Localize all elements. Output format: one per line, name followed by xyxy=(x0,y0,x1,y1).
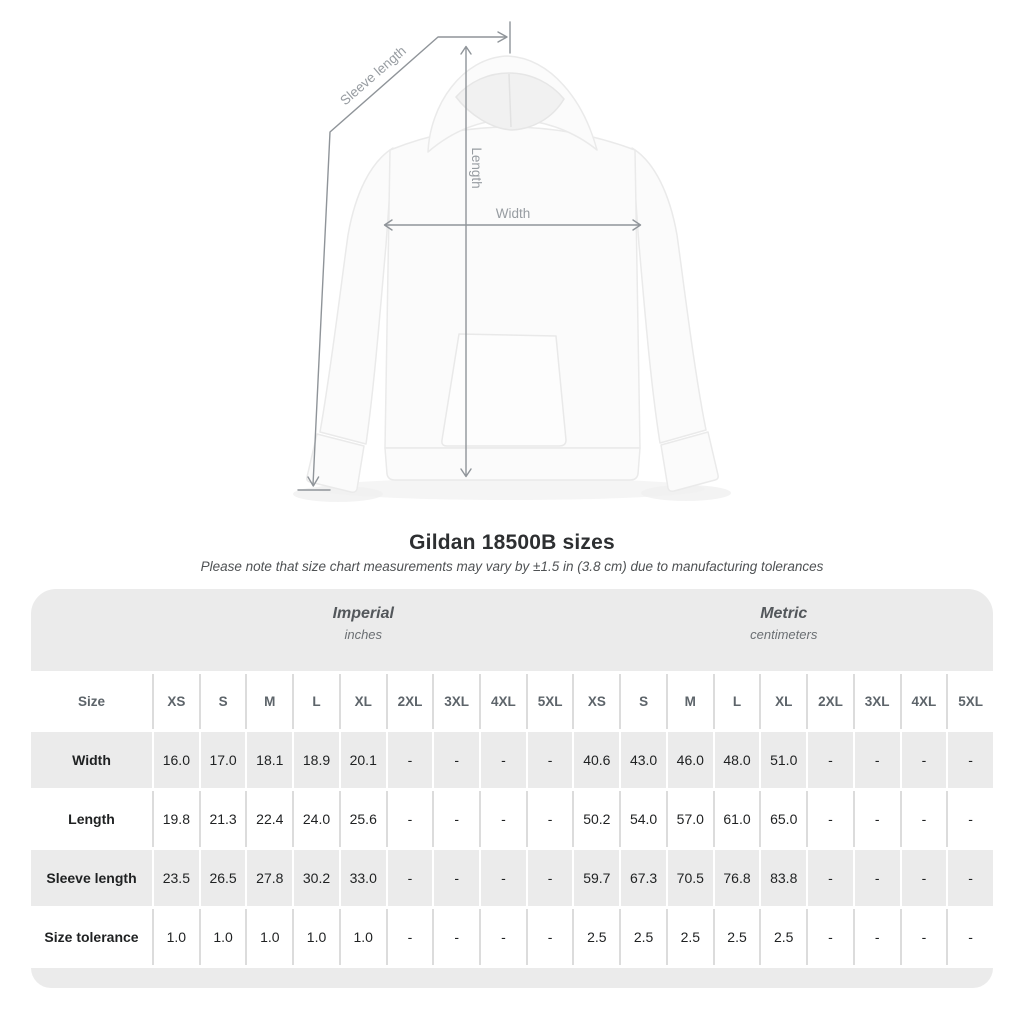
hoodie-pocket xyxy=(442,334,566,446)
size-column-header: 4XL xyxy=(902,674,947,729)
value-cell: - xyxy=(388,791,433,847)
size-column-header: 3XL xyxy=(434,674,479,729)
value-cell: 16.0 xyxy=(154,732,199,788)
value-cell: - xyxy=(948,732,993,788)
metric-unit-header xyxy=(575,589,994,671)
value-cell: 59.7 xyxy=(574,850,619,906)
value-cell: 2.5 xyxy=(715,909,760,965)
value-cell: 1.0 xyxy=(341,909,386,965)
value-cell: 27.8 xyxy=(247,850,292,906)
value-cell: 2.5 xyxy=(668,909,713,965)
value-cell: 61.0 xyxy=(715,791,760,847)
value-cell: - xyxy=(434,791,479,847)
value-cell: 83.8 xyxy=(761,850,806,906)
value-cell: 76.8 xyxy=(715,850,760,906)
value-cell: 18.9 xyxy=(294,732,339,788)
size-column-header: S xyxy=(201,674,246,729)
value-cell: - xyxy=(855,732,900,788)
metric-unit-label: centimeters xyxy=(750,627,818,642)
size-column-header: 2XL xyxy=(808,674,853,729)
value-cell: 24.0 xyxy=(294,791,339,847)
value-cell: 20.1 xyxy=(341,732,386,788)
value-cell: - xyxy=(902,732,947,788)
value-cell: 40.6 xyxy=(574,732,619,788)
value-cell: 70.5 xyxy=(668,850,713,906)
value-cell: - xyxy=(902,791,947,847)
value-cell: 23.5 xyxy=(154,850,199,906)
value-cell: 22.4 xyxy=(247,791,292,847)
table-bottom-band xyxy=(31,968,993,988)
row-label-width: Width xyxy=(31,732,152,788)
row-label-length: Length xyxy=(31,791,152,847)
value-cell: - xyxy=(808,791,853,847)
value-cell: - xyxy=(481,791,526,847)
metric-label: Metric xyxy=(760,605,808,622)
value-cell: 46.0 xyxy=(668,732,713,788)
row-label-sleeve-length: Sleeve length xyxy=(31,850,152,906)
value-cell: 21.3 xyxy=(201,791,246,847)
size-row-label: Size xyxy=(31,674,152,729)
size-column-header: 3XL xyxy=(855,674,900,729)
value-cell: - xyxy=(855,909,900,965)
value-cell: 2.5 xyxy=(761,909,806,965)
value-cell: - xyxy=(528,791,573,847)
value-cell: 50.2 xyxy=(574,791,619,847)
value-cell: 26.5 xyxy=(201,850,246,906)
value-cell: - xyxy=(948,791,993,847)
size-column-header: M xyxy=(247,674,292,729)
value-cell: 48.0 xyxy=(715,732,760,788)
value-cell: - xyxy=(434,909,479,965)
size-column-header: XS xyxy=(154,674,199,729)
size-header-row xyxy=(31,674,993,729)
value-cell: - xyxy=(528,909,573,965)
value-cell: - xyxy=(808,732,853,788)
value-cell: - xyxy=(808,850,853,906)
unit-header-band xyxy=(31,589,993,671)
value-cell: 17.0 xyxy=(201,732,246,788)
value-cell: - xyxy=(855,850,900,906)
size-column-header: L xyxy=(715,674,760,729)
table-row-length xyxy=(31,791,993,847)
size-column-header: S xyxy=(621,674,666,729)
value-cell: 2.5 xyxy=(621,909,666,965)
hoodie-left-sleeve xyxy=(320,148,393,444)
value-cell: 1.0 xyxy=(294,909,339,965)
page-title: Gildan 18500B sizes xyxy=(409,531,615,554)
value-cell: - xyxy=(948,909,993,965)
value-cell: - xyxy=(902,909,947,965)
size-column-header: M xyxy=(668,674,713,729)
heading xyxy=(0,531,1024,574)
row-label-size-tolerance: Size tolerance xyxy=(31,909,152,965)
width-label: Width xyxy=(495,206,531,221)
size-column-header: XL xyxy=(761,674,806,729)
value-cell: 18.1 xyxy=(247,732,292,788)
imperial-unit-label: inches xyxy=(344,627,383,642)
value-cell: 1.0 xyxy=(154,909,199,965)
value-cell: 65.0 xyxy=(761,791,806,847)
value-cell: - xyxy=(855,791,900,847)
value-cell: 43.0 xyxy=(621,732,666,788)
page-subtitle: Please note that size chart measurements may vary by ±1.5 in (3.8 cm) due to manufacturing tolerances xyxy=(200,559,824,574)
value-cell: - xyxy=(902,850,947,906)
value-cell: 30.2 xyxy=(294,850,339,906)
value-cell: - xyxy=(434,850,479,906)
value-cell: 54.0 xyxy=(621,791,666,847)
hoodie-hem xyxy=(385,448,640,480)
value-cell: - xyxy=(528,732,573,788)
hoodie-illustration xyxy=(307,56,718,492)
value-cell: 2.5 xyxy=(574,909,619,965)
size-column-header: L xyxy=(294,674,339,729)
size-column-header: 5XL xyxy=(528,674,573,729)
value-cell: - xyxy=(388,850,433,906)
table-row-size-tolerance xyxy=(31,909,993,965)
value-cell: 33.0 xyxy=(341,850,386,906)
table-row-width xyxy=(31,732,993,788)
value-cell: - xyxy=(481,732,526,788)
size-column-header: XS xyxy=(574,674,619,729)
value-cell: - xyxy=(808,909,853,965)
size-column-header: 2XL xyxy=(388,674,433,729)
value-cell: - xyxy=(388,732,433,788)
table-row-sleeve-length xyxy=(31,850,993,906)
value-cell: - xyxy=(528,850,573,906)
value-cell: 19.8 xyxy=(154,791,199,847)
value-cell: 51.0 xyxy=(761,732,806,788)
value-cell: - xyxy=(388,909,433,965)
sleeve-length-label: Sleeve length xyxy=(337,43,409,109)
imperial-label: Imperial xyxy=(332,605,394,622)
value-cell: - xyxy=(481,850,526,906)
size-chart-table xyxy=(31,589,993,988)
value-cell: 57.0 xyxy=(668,791,713,847)
value-cell: 1.0 xyxy=(201,909,246,965)
size-column-header: 5XL xyxy=(948,674,993,729)
hoodie-right-sleeve xyxy=(632,148,706,443)
size-column-header: XL xyxy=(341,674,386,729)
value-cell: 25.6 xyxy=(341,791,386,847)
imperial-unit-header xyxy=(154,589,573,671)
length-label: Length xyxy=(469,147,484,189)
value-cell: - xyxy=(434,732,479,788)
value-cell: 67.3 xyxy=(621,850,666,906)
size-column-header: 4XL xyxy=(481,674,526,729)
value-cell: - xyxy=(481,909,526,965)
value-cell: - xyxy=(948,850,993,906)
value-cell: 1.0 xyxy=(247,909,292,965)
